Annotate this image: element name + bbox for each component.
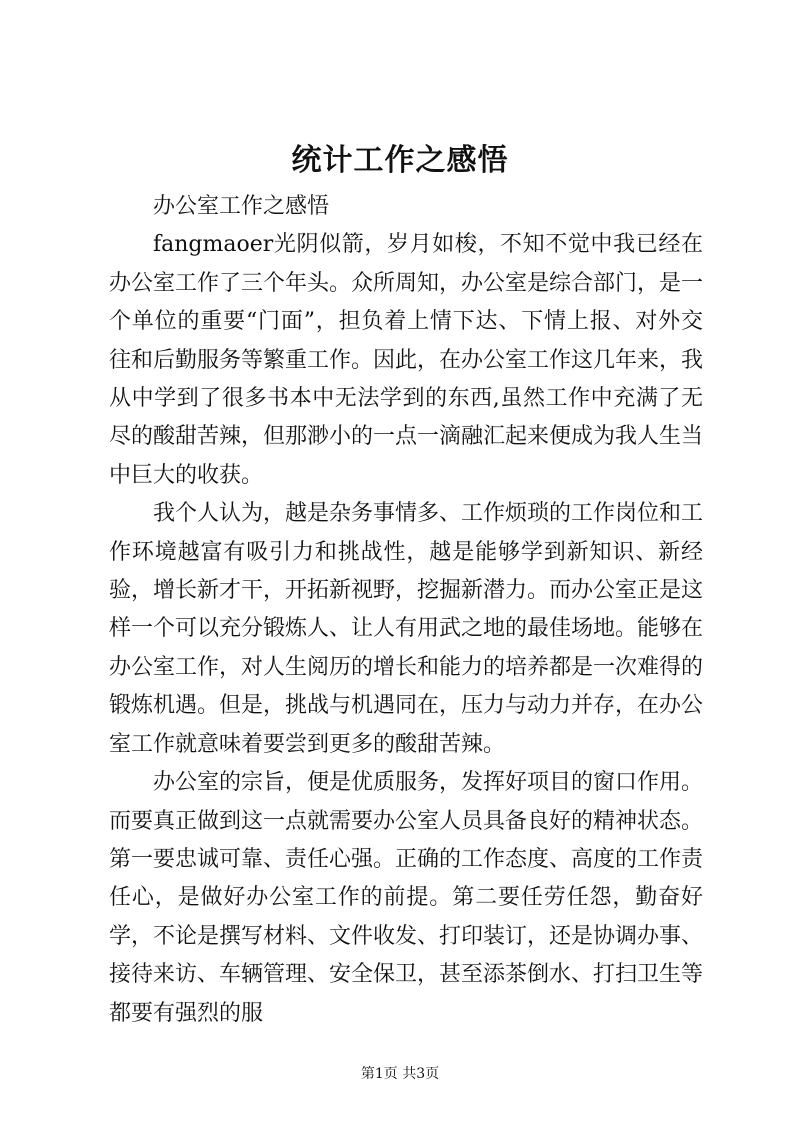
- paragraph-3: 办公室的宗旨，便是优质服务，发挥好项目的窗口作用。而要真正做到这一点就需要办公室人员具备良好的精神状态。第一要忠诚可靠、责任心强。正确的工作态度、高度的工作责任心，是做好办公室工作的前提。第二要任劳任怨，勤奋好学，不论是撰写材料、文件收发、打印装订，还是协调办事、接待来访、车辆管理、安全保卫，甚至添茶倒水、打扫卫生等都要有强烈的服: [109, 770, 704, 1026]
- page-footer: 第1页 共3页: [360, 1066, 440, 1082]
- paragraph-2: 我个人认为，越是杂务事情多、工作烦琐的工作岗位和工作环境越富有吸引力和挑战性，越是能够学到新知识、新经验，增长新才干，开拓新视野，挖掘新潜力。而办公室正是这样一个可以充分锻炼人、让人有用武之地的最佳场地。能够在办公室工作，对人生阅历的增长和能力的培养都是一次难得的锻炼机遇。但是，挑战与机遇同在，压力与动力并存，在办公室工作就意味着要尝到更多的酸甜苦辣。: [109, 501, 704, 757]
- page-title: 统计工作之感悟: [291, 143, 509, 178]
- document-body: [109, 188, 703, 1033]
- paragraph-subtitle: 办公室工作之感悟: [153, 194, 330, 219]
- paragraph-1: fangmaoer光阴似箭，岁月如梭，不知不觉中我已经在办公室工作了三个年头。众所周知，办公室是综合部门，是一个单位的重要“门面”，担负着上情下达、下情上报、对外交往和后勤服务等繁重工作。因此，在办公室工作这几年来，我从中学到了很多书本中无法学到的东西,虽然工作中充满了无尽的酸甜苦辣，但那渺小的一点一滴融汇起来便成为我人生当中巨大的收获。: [109, 232, 704, 488]
